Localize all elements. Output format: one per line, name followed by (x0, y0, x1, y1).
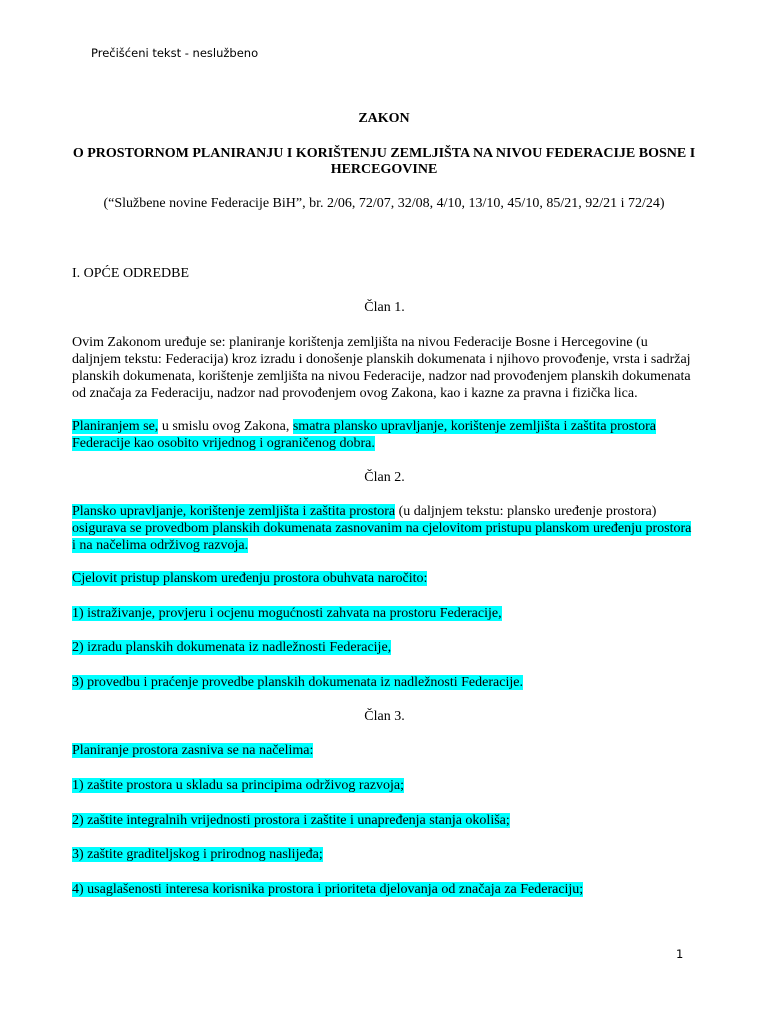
article-3-paragraph-1 (72, 742, 697, 759)
highlight-span: 1) zaštite prostora u skladu sa principima održivog razvoja; (72, 778, 405, 793)
article-3-item-4 (72, 881, 697, 898)
article-2-label: Član 2. (364, 470, 405, 485)
highlight-span: smatra plansko upravljanje, korištenje zemljišta i zaštita prostora Federacije kao osobito vrijednog i ograničenog dobra. (72, 419, 656, 451)
article-2-item-2 (72, 639, 697, 656)
law-title: ZAKON (358, 111, 410, 126)
article-2-paragraph-2 (72, 570, 697, 587)
highlight-span: 4) usaglašenosti interesa korisnika prostora i prioriteta djelovanja od značaja za Federaciju; (72, 882, 584, 897)
article-2-item-1 (72, 605, 697, 622)
highlight-span: 1) istraživanje, provjeru i ocjenu mogućnosti zahvata na prostoru Federacije, (72, 606, 502, 621)
highlight-span: Planiranjem se, (72, 419, 159, 434)
page-number: 1 (676, 947, 684, 961)
highlight-span: osigurava se provedbom planskih dokumenata zasnovanim na cjelovitom pristupu planskom uređenju prostora i na načelima održivog razvoja. (72, 521, 692, 553)
header-note: Prečišćeni tekst - neslužbeno (91, 46, 259, 60)
plain-span: u smislu ovog Zakona, (158, 419, 293, 434)
highlight-span: 3) provedbu i praćenje provedbe planskih dokumenata iz nadležnosti Federacije. (72, 675, 523, 690)
article-1-paragraph-2 (72, 418, 697, 452)
article-1-label: Član 1. (364, 300, 405, 315)
highlight-span: Plansko upravljanje, korištenje zemljišta i zaštita prostora (72, 504, 396, 519)
plain-span: (u daljnjem tekstu: plansko uređenje prostora) (395, 504, 657, 519)
article-3-item-1 (72, 777, 697, 794)
article-2-paragraph-1 (72, 503, 697, 554)
highlight-span: 2) zaštite integralnih vrijednosti prostora i zaštite i unapređenja stanja okoliša; (72, 813, 510, 828)
article-3-item-2 (72, 812, 697, 829)
highlight-span: Cjelovit pristup planskom uređenju prostora obuhvata naročito: (72, 571, 428, 586)
article-2-item-3 (72, 674, 697, 691)
highlight-span: 2) izradu planskih dokumenata iz nadležnosti Federacije, (72, 640, 392, 655)
article-3-item-3 (72, 846, 697, 863)
gazette-reference: (“Službene novine Federacije BiH”, br. 2/06, 72/07, 32/08, 4/10, 13/10, 45/10, 85/21, 92/21 i 72/24) (103, 196, 665, 211)
law-subtitle: O PROSTORNOM PLANIRANJU I KORIŠTENJU ZEMLJIŠTA NA NIVOU FEDERACIJE BOSNE I HERCEGOVINE (72, 146, 696, 177)
highlight-span: 3) zaštite graditeljskog i prirodnog naslijeđa; (72, 847, 323, 862)
section-heading: I. OPĆE ODREDBE (72, 266, 190, 281)
highlight-span: Planiranje prostora zasniva se na načelima: (72, 743, 314, 758)
article-3-label: Član 3. (364, 709, 405, 724)
article-1-paragraph-1: Ovim Zakonom uređuje se: planiranje korištenja zemljišta na nivou Federacije Bosne i Hercegovine (u daljnjem tekstu: Federacija) kroz izradu i donošenje planskih dokumenata i njihovo provođenje, vrsta i sadržaj planskih dokumenata, korištenje zemljišta na nivou Federacije, nadzor nad provođenjem planskih dokumenata od značaja za Federaciju, nadzor nad provođenjem ovog Zakona, kao i kazne za pravna i fizička lica. (72, 335, 691, 401)
